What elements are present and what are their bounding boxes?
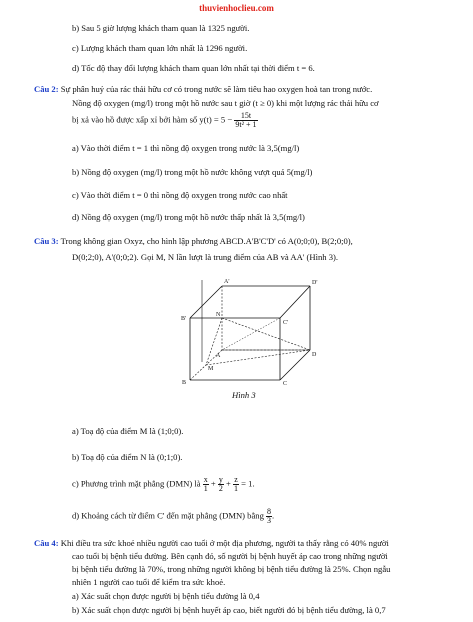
label-d: D <box>312 352 317 358</box>
q3-option-a: a) Toạ độ của điểm M là (1;0;0). <box>72 426 184 436</box>
d-frac-num: 8 <box>267 507 272 516</box>
frac-z-den: 1 <box>234 484 239 493</box>
label-n: N <box>216 312 221 318</box>
q4-option-b: b) Xác suất chọn được người bị bệnh huyết áp cao, biết người đó bị bệnh tiểu đường, là 0,7 <box>72 605 386 615</box>
d-frac-den: 3 <box>267 516 272 525</box>
q3-c-frac-x <box>203 476 209 493</box>
q3-c-frac-y <box>218 476 224 493</box>
label-a: A <box>216 353 221 359</box>
edge-c-d <box>280 350 310 380</box>
q1-option-b: b) Sau 5 giờ lượng khách tham quan là 1325 người. <box>72 23 250 33</box>
q4-header <box>34 538 389 548</box>
q2-line3 <box>72 112 258 129</box>
label-c-prime: C' <box>283 320 289 326</box>
q4-line1: Khi điều tra sức khoẻ nhiều người cao tuổi ở một địa phương, người ta thấy rằng có 40% người <box>60 538 389 548</box>
frac-x-den: 1 <box>203 484 208 493</box>
q4-line3: bị bệnh tiểu đường là 70%, trong những người không bị bệnh tiểu đường là 25%. Chọn ngẫu <box>72 564 391 574</box>
q2-fraction-denominator: 9t² + 1 <box>235 120 257 129</box>
label-m: M <box>208 366 214 372</box>
q4-option-a: a) Xác suất chọn được người bị bệnh tiểu đường là 0,4 <box>72 591 260 601</box>
q2-line2: Nồng độ oxygen (mg/l) trong một hồ nước sau t giờ (t ≥ 0) khi một lượng rác thải hữu cơ <box>72 98 379 108</box>
q3-line1: Trong không gian Oxyz, cho hình lập phương ABCD.A'B'C'D' có A(0;0;0), B(2;0;0), <box>60 236 353 246</box>
segment-m-d <box>206 350 310 365</box>
frac-x-num: x <box>203 475 208 484</box>
q2-fraction-numerator: 15t <box>234 112 257 121</box>
q2-option-b: b) Nồng độ oxygen (mg/l) trong một hồ nước không vượt quá 5(mg/l) <box>72 167 313 177</box>
segment-n-d <box>222 318 310 350</box>
q2-option-c: c) Vào thời điểm t = 0 thì nồng độ oxygen trong nước cao nhất <box>72 190 288 200</box>
frac-y-den: 2 <box>218 484 223 493</box>
cube-figure <box>180 272 340 386</box>
q3-header <box>34 236 353 246</box>
q3-option-c-post: = 1. <box>241 478 255 489</box>
q3-option-b: b) Toạ độ của điểm N là (0;1;0). <box>72 452 183 462</box>
edge-dprime-cprime <box>280 286 310 318</box>
q2-option-a: a) Vào thời điểm t = 1 thì nồng độ oxygen trong nước là 3,5(mg/l) <box>72 143 300 153</box>
q3-c-frac-z <box>233 476 239 493</box>
q3-line2: D(0;2;0), A'(0;0;2). Gọi M, N lần lượt là trung điểm của AB và AA' (Hình 3). <box>72 252 339 262</box>
label-a-prime: A' <box>224 279 230 285</box>
q2-option-d: d) Nồng độ oxygen (mg/l) trong một hồ nước thấp nhất là 3,5(mg/l) <box>72 212 305 222</box>
label-d-prime: D' <box>312 280 318 286</box>
label-b-prime: B' <box>181 316 187 322</box>
q2-label: Câu 2: <box>34 84 59 94</box>
q2-line1: Sự phân huỷ của rác thải hữu cơ có trong nước sẽ làm tiêu hao oxygen hoà tan trong nước. <box>60 84 373 94</box>
label-b: B <box>182 380 187 386</box>
q2-fraction <box>234 112 257 129</box>
q3-option-c-text: c) Phương trình mặt phẳng (DMN) là <box>72 478 201 489</box>
q2-line3-text: bị xả vào hồ được xấp xỉ bởi hàm số y(t) = 5 − <box>72 114 233 125</box>
frac-z-num: z <box>234 475 238 484</box>
q3-label: Câu 3: <box>34 236 59 246</box>
watermark: thuvienhoclieu.com <box>199 3 274 13</box>
q1-option-c: c) Lượng khách tham quan lớn nhất là 1296 người. <box>72 43 248 53</box>
q3-option-d: d) Khoảng cách từ điểm C' đến mặt phẳng (DMN) bằng $\frac{8}{3}$ . <box>72 507 275 525</box>
q2-header <box>34 84 372 94</box>
segment-cprime-a <box>222 318 280 350</box>
figure-caption: Hình 3 <box>232 390 256 400</box>
q1-option-d: d) Tốc độ thay đổi lượng khách tham quan lớn nhất tại thời điểm t = 6. <box>72 63 315 73</box>
q3-d-fraction <box>266 508 272 525</box>
q4-line4: nhiên 1 người cao tuổi để kiểm tra sức khoẻ. <box>72 577 226 587</box>
q4-label: Câu 4: <box>34 538 59 548</box>
q3-option-c: c) Phương trình mặt phẳng (DMN) là $\frac{x}{1}$ + $\frac{y}{2}$ + $\frac{z}{1}$ = 1. <box>72 475 255 493</box>
frac-y-num: y <box>218 475 223 484</box>
label-c: C <box>283 381 288 386</box>
q4-line2: cao tuổi bị bệnh tiểu đường. Bên cạnh đó, số người bị bệnh huyết áp cao trong những người <box>72 551 388 561</box>
q3-option-d-text: d) Khoảng cách từ điểm C' đến mặt phẳng (DMN) bằng <box>72 510 264 521</box>
